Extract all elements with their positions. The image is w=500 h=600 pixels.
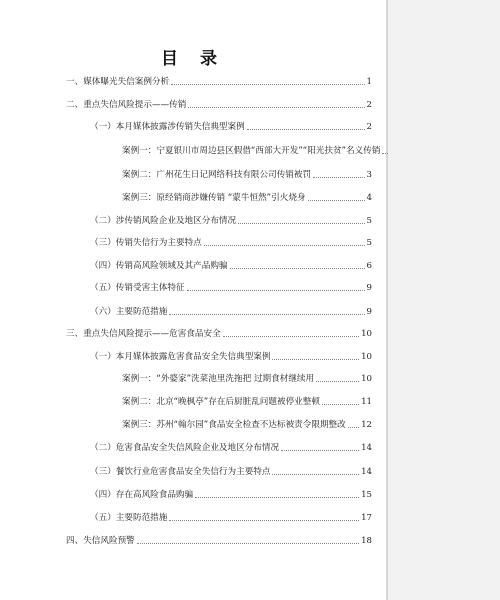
toc-entry-label: （三）餐饮行业危害食品安全失信行为主要特点	[90, 467, 271, 477]
dot-leader	[308, 199, 365, 201]
dot-leader	[322, 403, 359, 405]
toc-entry-label: （四）存在高风险食品购骗	[90, 490, 194, 500]
toc-entry-page: 1	[366, 77, 372, 87]
dot-leader	[223, 335, 359, 337]
dot-leader	[281, 449, 359, 451]
toc-entry-label: （五）主要防范措施	[90, 513, 168, 523]
dot-leader	[204, 244, 365, 246]
dot-leader	[171, 83, 364, 85]
dot-leader	[187, 289, 365, 291]
dot-leader	[137, 542, 359, 544]
toc-entry[interactable]	[90, 119, 372, 133]
toc-entry[interactable]	[90, 464, 372, 478]
toc-entry-page: 14	[361, 443, 372, 453]
toc-entry-label: 案例一：“外婆家”洗菜池里洗拖把 过期食材继续用	[122, 374, 315, 384]
toc-entry-page: 15	[361, 490, 372, 500]
toc-entry[interactable]	[90, 280, 372, 294]
toc-entry-page: 4	[366, 193, 372, 203]
toc-entry[interactable]	[66, 74, 372, 88]
toc-entry-page: 9	[366, 307, 372, 317]
background-panel	[388, 0, 500, 600]
toc-entry[interactable]	[122, 394, 372, 408]
toc-entry-page: 12	[361, 420, 372, 430]
dot-leader	[195, 496, 359, 498]
dot-leader	[169, 313, 364, 315]
toc-entry-label: （三）传销失信行为主要特点	[90, 238, 202, 248]
toc-entry-label: （一）本月媒体披露危害食品安全失信典型案例	[90, 352, 271, 362]
toc-entry[interactable]	[90, 235, 372, 249]
toc-entry[interactable]	[122, 167, 372, 181]
toc-entry[interactable]	[90, 487, 372, 501]
dot-leader	[247, 128, 365, 130]
toc-entry-page: 18	[361, 536, 372, 546]
toc-entry-label: 二、重点失信风险提示——传销	[66, 100, 187, 110]
toc-entry-page: 5	[366, 238, 372, 248]
page-title: 目 录	[161, 49, 225, 69]
toc-entry-label: （二）危害食品安全失信风险企业及地区分布情况	[90, 443, 280, 453]
dot-leader	[272, 473, 359, 475]
toc-entry-page: 3	[366, 170, 372, 180]
toc-entry[interactable]	[90, 258, 372, 272]
toc-entry-page: 17	[361, 513, 372, 523]
toc-entry-label: （一）本月媒体披露涉传销失信典型案例	[90, 122, 245, 132]
toc-entry-label: 案例二：广州花生日记网络科技有限公司传销被罚	[122, 170, 312, 180]
dot-leader	[238, 222, 364, 224]
toc-entry[interactable]	[66, 533, 372, 547]
toc-entry-label: （二）涉传销风险企业及地区分布情况	[90, 216, 237, 226]
toc-entry-label: 四、失信风险预警	[66, 536, 135, 546]
dot-leader	[188, 106, 364, 108]
toc-entry-page: 2	[366, 122, 372, 132]
toc-entry-page: 10	[361, 329, 372, 339]
toc-entry-page: 6	[366, 261, 372, 271]
toc-entry-label: 三、重点失信风险提示——危害食品安全	[66, 329, 221, 339]
dot-leader	[169, 519, 359, 521]
toc-entry[interactable]	[122, 143, 381, 157]
toc-entry[interactable]	[66, 97, 372, 111]
toc-entry-label: 案例三：苏州“翰尔园”食品安全检查不达标被责令限期整改	[122, 420, 346, 430]
toc-entry-label: 案例二：北京“晚枫亭”存在后厨脏乱问题被停业整顿	[122, 397, 320, 407]
dot-leader	[348, 426, 359, 428]
toc-entry-page: 10	[361, 352, 372, 362]
toc-entry[interactable]	[90, 213, 372, 227]
dot-leader	[230, 267, 365, 269]
dot-leader	[316, 380, 359, 382]
toc-entry[interactable]	[90, 440, 372, 454]
toc-entry[interactable]	[90, 349, 372, 363]
toc-entry[interactable]	[66, 326, 372, 340]
toc-entry-label: 案例一：宁夏银川市周边县区假借“西部大开发”“阳光扶贫”名义传销	[122, 146, 381, 156]
toc-entry-page: 14	[361, 467, 372, 477]
toc-entry-page: 9	[366, 283, 372, 293]
toc-entry-page: 2	[366, 100, 372, 110]
toc-entry-page: 5	[366, 216, 372, 226]
toc-entry[interactable]	[90, 304, 372, 318]
toc-entry-page: 10	[361, 374, 372, 384]
toc-entry-label: （五）传销受害主体特征	[90, 283, 185, 293]
toc-entry-page: 11	[361, 397, 372, 407]
toc-entry-label: 一、媒体曝光失信案例分析	[66, 77, 170, 87]
toc-entry[interactable]	[122, 190, 372, 204]
toc-entry[interactable]	[90, 510, 372, 524]
toc-entry-label: （四）传销高风险领域及其产品购骗	[90, 261, 228, 271]
dot-leader	[272, 358, 359, 360]
dot-leader	[313, 176, 364, 178]
toc-entry[interactable]	[122, 371, 372, 385]
toc-entry-label: （六）主要防范措施	[90, 307, 168, 317]
toc-entry[interactable]	[122, 417, 372, 431]
toc-entry-label: 案例三：原经销商涉嫌传销 “蒙牛恒然”引火烧身	[122, 193, 306, 203]
